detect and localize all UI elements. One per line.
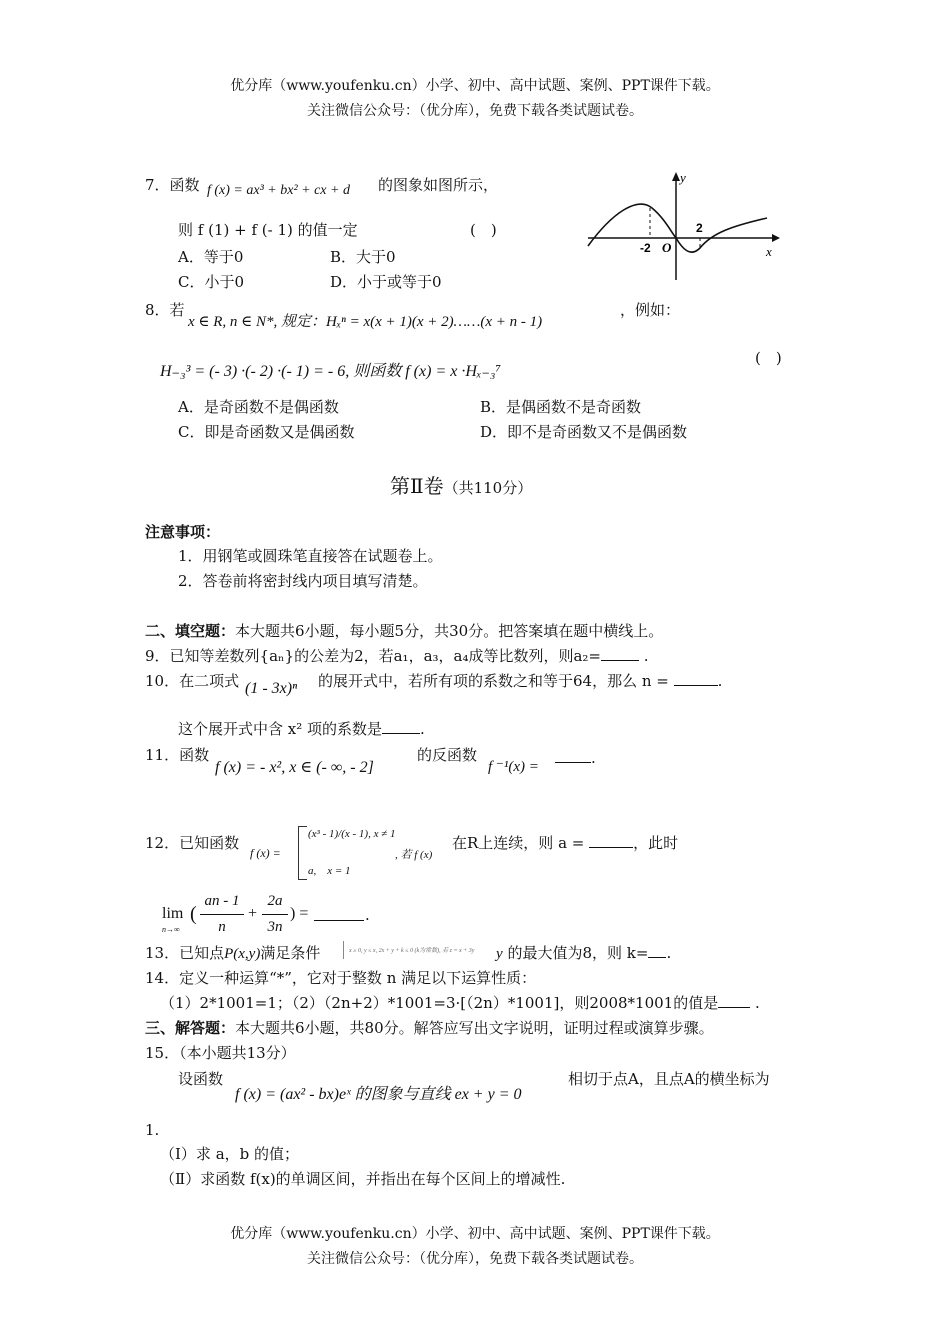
q8-formula: x ∈ R, n ∈ N*, 规定：Hₓⁿ = x(x + 1)(x + 2)……(x + n - 1) [188,314,543,330]
q11-inverse: f ⁻¹(x) = [488,759,539,775]
q12-frac2-num: 2a [267,893,283,909]
q11-end: . [591,749,596,767]
q8-number: 8．若 [145,301,185,319]
q10-end: . [717,672,723,690]
q12-f-suffix: , 若 f (x) [395,849,433,861]
q13-end: . [666,944,672,962]
q10-line2 [178,719,425,739]
q15-cont: 1. [145,1121,160,1139]
q11-number: 11．函数 [145,746,210,764]
q8-option-c: C．即是奇函数又是偶函数 [178,423,355,441]
section3-line [145,1018,714,1038]
q15-formula: f (x) = (ax² - bx)eˣ 的图象与直线 ex + y = 0 [235,1086,522,1103]
q14-end: . [755,994,760,1012]
q12-f-label: f (x) = [250,846,281,860]
graph-tick-pos: 2 [696,221,703,235]
q9-blank[interactable] [601,646,639,661]
q13-tail-line: y 的最大值为8，则 k= . [496,944,672,962]
section3-text: 本大题共6小题，共80分。解答应写出文字说明，证明过程或演算步骤。 [235,1019,714,1037]
q15-intro: 设函数 [178,1070,224,1088]
graph-tick-neg: -2 [640,241,651,255]
part2-title: 第Ⅱ卷 [390,474,444,498]
q12-end: . [365,906,370,924]
q10-line [318,671,722,691]
footer-line-2: 关注微信公众号：（优分库），免费下载各类试题试卷。 [307,1251,643,1267]
q12-case-1: (x³ - 1)/(x - 1), x ≠ 1 [308,828,396,840]
q11-blank[interactable] [555,748,591,763]
q12-lim-sub: n→∞ [162,925,180,934]
q12-blank-a[interactable] [589,833,633,848]
q11-mid: 的反函数 [417,746,478,764]
q12-number: 12．已知函数 [145,834,240,852]
q13-line [145,943,320,964]
notes-heading: 注意事项： [145,523,221,541]
q13-condition: x ≥ 0, y ≤ x, 2x + y + k ≤ 0 (k为常数), 若 z = x + 3y [349,948,475,954]
q12-tail2: ，此时 [633,834,679,852]
q10-line2-end: . [420,720,425,738]
q12-frac2-den: 3n [267,919,283,935]
q8-answer-paren: ( ) [755,349,782,367]
q7-option-b: B．大于0 [330,248,396,266]
q12-lim: lim [162,905,184,922]
q10-number: 10．在二项式 [145,672,240,690]
q7-number: 7．函数 [145,176,200,194]
q8-option-a: A．是奇函数不是偶函数 [178,398,339,416]
q15-number: 15．（本小题共13分） [145,1044,296,1062]
part2-score: （共110分） [443,479,533,497]
notes-item-1: 1．用钢笔或圆珠笔直接答在试题卷上。 [178,547,443,565]
header-line-1: 优分库（www.youfenku.cn）小学、初中、高中试题、案例、PPT课件下载。 [230,78,720,94]
q7-answer-paren: ( ) [470,221,497,239]
section2-line [145,621,663,641]
part2-heading [390,470,532,499]
section3-label: 三、解答题： [145,1019,236,1037]
q14-blank[interactable] [718,993,750,1008]
q7-line2: 则 f (1) + f (- 1) 的值一定 [178,221,358,239]
q14-line2 [160,993,760,1013]
q13-point: P(x,y) [224,946,261,962]
notes-item-2: 2．答卷前将密封线内项目填写清楚。 [178,572,428,590]
section2-text: 本大题共6小题，每小题5分，共30分。把答案填在题中横线上。 [235,622,664,640]
q10-blank-n[interactable] [674,671,718,686]
q9-line [145,646,649,666]
q12-frac1-num: an - 1 [204,893,240,909]
q12-tail-line [452,833,678,853]
q9-text: 9．已知等差数列{aₙ}的公差为2，若a₁，a₃，a₄成等比数列，则a₂= [145,647,602,665]
header-line-2: 关注微信公众号：（优分库），免费下载各类试题试卷。 [307,103,643,119]
q12-blank-limit[interactable] [314,919,364,921]
q8-example: H₋₃³ = (- 3) ·(- 2) ·(- 1) = - 6, 则函数 f (x) = x ·Hₓ₋₃⁷ [160,363,502,380]
q10-tail: 的展开式中，若所有项的系数之和等于64，那么 n = [318,672,669,690]
q12-brace [298,826,307,880]
q14-line2-text: （1）2*1001=1；（2）（2n+2）*1001=3·[（2n）*1001]，则2008*1001的值是 [160,994,719,1012]
q10-blank-coef[interactable] [382,719,420,734]
q10-formula: (1 - 3x)ⁿ [245,680,298,697]
q13-condition-box [343,941,493,961]
q9-end: . [643,647,649,665]
graph-origin-label: O [662,240,672,255]
q12-limit-expression: lim n→∞ ( an - 1 n + 2a 3n ) = . [162,893,370,935]
q11-formula: f (x) = - x², x ∈ (- ∞, - 2] [215,759,374,776]
q7-option-d: D．小于或等于0 [330,273,442,291]
q12-case-2: a, x = 1 [308,865,351,877]
q12-limit-end: ) = [290,905,309,922]
q8-option-b: B．是偶函数不是奇函数 [480,398,642,416]
q13-number: 13．已知点 [145,944,225,962]
q12-tail: 在R上连续，则 a = [452,834,585,852]
q7-option-c: C．小于0 [178,273,245,291]
q7-option-a: A．等于0 [178,248,244,266]
q12-frac1-den: n [218,919,226,935]
q15-part2: （Ⅱ）求函数 f(x)的单调区间，并指出在每个区间上的增减性. [160,1170,566,1188]
q7-cubic-graph [582,168,782,286]
q11-answer [555,748,596,768]
q7-tail: 的图象如图所示， [378,176,499,194]
q8-option-d: D．即不是奇函数又不是偶函数 [480,423,688,441]
q7-formula: f (x) = ax³ + bx² + cx + d [207,183,350,198]
q13-blank[interactable] [648,943,666,958]
q15-tail: 相切于点A，且点A的横坐标为 [568,1070,770,1088]
q15-part1: （Ⅰ）求 a，b 的值； [160,1145,300,1163]
footer-line-1: 优分库（www.youfenku.cn）小学、初中、高中试题、案例、PPT课件下载。 [230,1226,720,1242]
q8-tail: ，例如： [620,301,681,319]
q10-line2-text: 这个展开式中含 x² 项的系数是 [178,720,383,738]
q13-tail: 的最大值为8，则 k= [507,944,649,962]
graph-x-label: x [766,244,772,259]
graph-y-label: y [680,170,686,185]
q13-mid: 满足条件 [260,944,321,962]
q14-line1: 14．定义一种运算“*”，它对于整数 n 满足以下运算性质： [145,969,537,987]
section2-label: 二、填空题： [145,622,236,640]
